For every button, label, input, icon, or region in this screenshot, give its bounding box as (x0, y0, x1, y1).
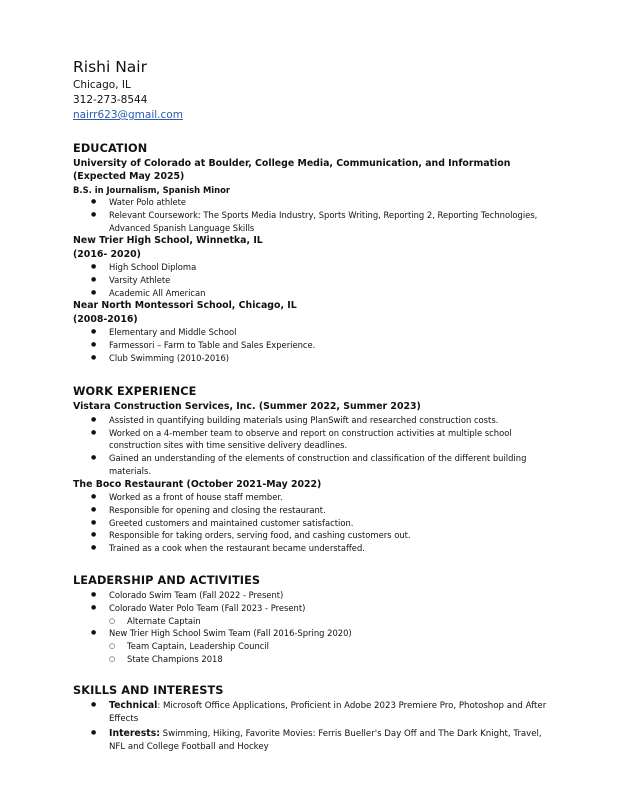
email-link[interactable]: nairr623@gmail.com (73, 109, 183, 121)
contact-city: Chicago, IL (73, 79, 131, 91)
school-name: Near North Montessori School, Chicago, IL (73, 300, 297, 312)
job-title: Vistara Construction Services, Inc. (Summer 2022, Summer 2023) (73, 401, 421, 413)
leadership-heading: LEADERSHIP AND ACTIVITIES (73, 574, 261, 588)
school-dates: (2016- 2020) (73, 248, 141, 260)
list-item: ● Worked on a 4-member team to observe and report on construction activities at multiple school construction sites with time sensitive delivery deadlines. (73, 427, 558, 453)
bullet-list (73, 589, 558, 666)
list-item: ● Worked as a front of house staff member. (73, 491, 558, 504)
contact-phone: 312-273-8544 (73, 94, 148, 106)
bullet-list (73, 699, 558, 755)
list-item: ● Trained as a cook when the restaurant became understaffed. (73, 542, 558, 555)
skills-heading: SKILLS AND INTERESTS (73, 683, 224, 697)
list-item: ● Responsible for taking orders, serving food, and cashing customers out. (73, 529, 558, 542)
interests-text: Swimming, Hiking, Favorite Movies: Ferris Bueller's Day Off and The Dark Knight, Travel, NFL and College Football and Hockey (109, 728, 542, 753)
skills-section (73, 683, 558, 755)
job-title: The Boco Restaurant (October 2021-May 2022) (73, 478, 322, 490)
list-item: ● Gained an understanding of the elements of construction and classification of the different building materials. (73, 452, 558, 478)
work-heading: WORK EXPERIENCE (73, 385, 197, 399)
list-item (73, 727, 558, 755)
list-item: ● Greeted customers and maintained customer satisfaction. (73, 517, 558, 530)
work-section (73, 384, 558, 555)
list-item: ● Water Polo athlete (73, 196, 558, 209)
bullet-list (73, 261, 558, 299)
list-item: ● Assisted in quantifying building materials using PlanSwift and researched construction costs. (73, 414, 558, 427)
list-item: ● Academic All American (73, 287, 558, 300)
school-name: New Trier High School, Winnetka, IL (73, 235, 263, 247)
education-section (73, 141, 558, 364)
list-item: ● Club Swimming (2010-2016) (73, 352, 558, 365)
bullet-list (73, 196, 558, 234)
list-item: ● Varsity Athlete (73, 274, 558, 287)
school-dates: (Expected May 2025) (73, 171, 185, 183)
bullet-list (73, 491, 558, 555)
bullet-list (73, 326, 558, 364)
list-item: ● New Trier High School Swim Team (Fall 2016-Spring 2020) (73, 627, 558, 640)
sub-list-item: ○ State Champions 2018 (73, 653, 558, 666)
bullet-list (73, 414, 558, 478)
candidate-name: Rishi Nair (73, 58, 147, 76)
list-item: ● Elementary and Middle School (73, 326, 558, 339)
resume-header (73, 56, 558, 123)
leadership-section (73, 573, 558, 666)
list-item (73, 699, 558, 727)
list-item: ● Responsible for opening and closing the restaurant. (73, 504, 558, 517)
sub-list-item: ○ Team Captain, Leadership Council (73, 640, 558, 653)
list-item: ● Colorado Water Polo Team (Fall 2023 - Present) (73, 602, 558, 615)
school-dates: (2008-2016) (73, 313, 138, 325)
degree-line: B.S. in Journalism, Spanish Minor (73, 184, 230, 195)
technical-label: Technical (109, 699, 158, 711)
list-item: ● Colorado Swim Team (Fall 2022 - Present) (73, 589, 558, 602)
interests-label: Interests: (109, 727, 160, 739)
technical-text: : Microsoft Office Applications, Proficient in Adobe 2023 Premiere Pro, Photoshop and After Effects (109, 700, 547, 725)
sub-list-item: ○ Alternate Captain (73, 615, 558, 628)
school-name: University of Colorado at Boulder, College Media, Communication, and Information (73, 158, 511, 169)
list-item: ● Relevant Coursework: The Sports Media Industry, Sports Writing, Reporting 2, Reporting Technologies, Advanced Spanish Language Skills (73, 209, 558, 235)
list-item: ● Farmessori – Farm to Table and Sales Experience. (73, 339, 558, 352)
education-heading: EDUCATION (73, 142, 148, 155)
list-item: ● High School Diploma (73, 261, 558, 274)
